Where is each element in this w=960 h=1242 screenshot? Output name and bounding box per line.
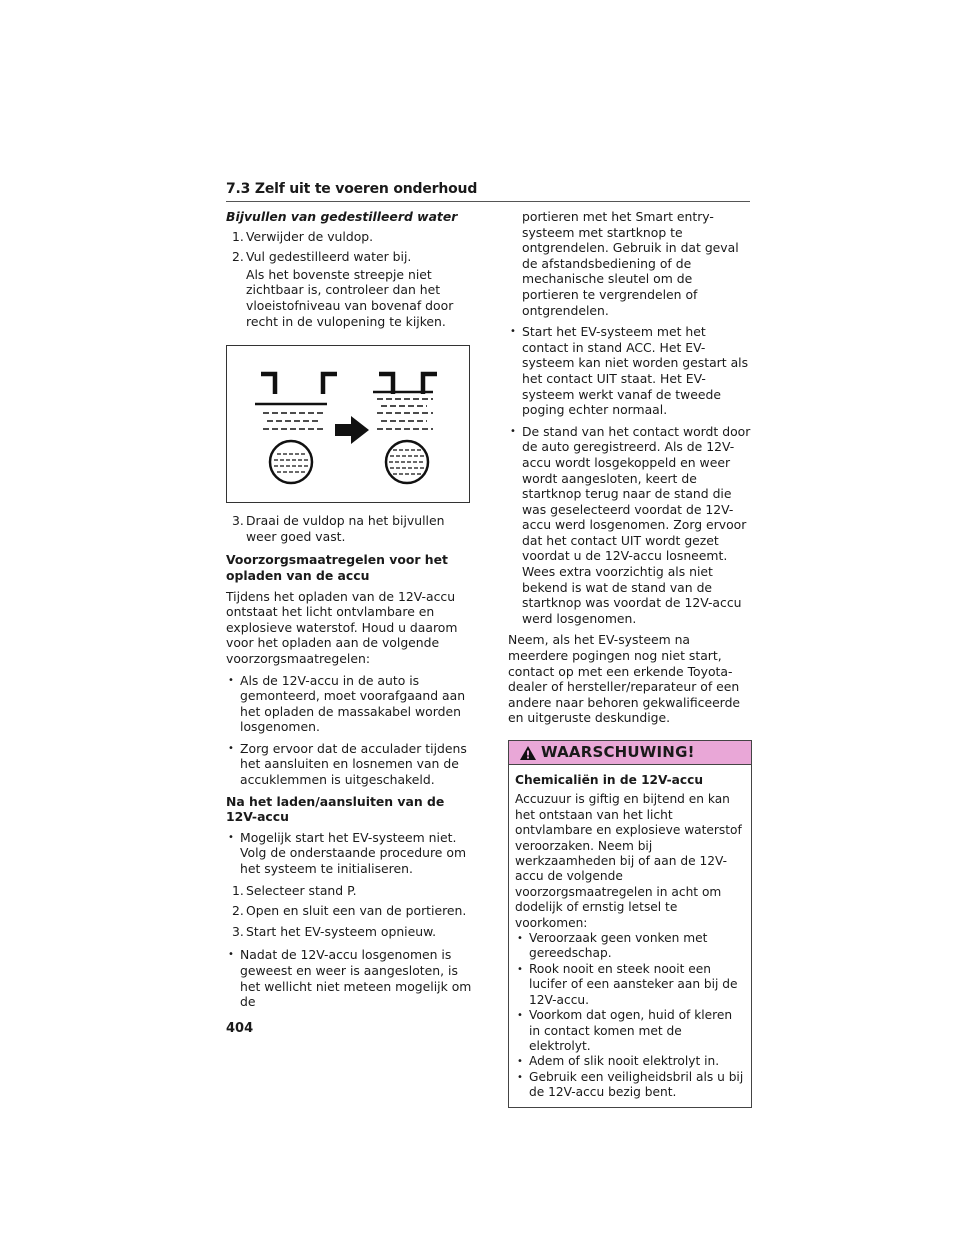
list-item: • Nadat de 12V-accu losgenomen is geweest en weer is aangesloten, is het wellicht niet meteen mogelijk om de bbox=[226, 947, 476, 1009]
step-item: 2. Open en sluit een van de portieren. bbox=[232, 903, 467, 919]
low-level-indicator-icon bbox=[270, 441, 312, 483]
warning-triangle-icon bbox=[519, 745, 537, 761]
list-item: • Voorkom dat ogen, huid of kleren in contact komen met de elektrolyt. bbox=[515, 1008, 745, 1054]
section-header bbox=[226, 178, 750, 202]
step-item: 3. Draai de vuldop na het bijvullen weer goed vast. bbox=[232, 513, 445, 544]
before-state bbox=[255, 374, 337, 483]
list-item: • De stand van het contact wordt door de auto geregistreerd. Als de 12V-accu wordt losgekoppeld en weer wordt aangesloten, keert de startknop terug naar de stand die was geselecteerd voordat de 12V-accu werd losgenomen. Zorg ervoor dat het contact UIT wordt gezet voordat u de 12V-accu losneemt. Wees extra voorzichtig als niet bekend is wat de stand van de startknop was voordat de 12V-accu werd losgenomen. bbox=[508, 424, 752, 627]
distilled-water-heading: Bijvullen van gedestilleerd water bbox=[226, 209, 458, 224]
step-item: 2. Vul gedestilleerd water bij. bbox=[232, 249, 412, 265]
list-item: • Adem of slik nooit elektrolyt in. bbox=[515, 1054, 745, 1069]
precaution-heading: Voorzorgsmaatregelen voor het opladen van de accu bbox=[226, 552, 448, 583]
page-number: 404 bbox=[226, 1021, 254, 1036]
warning-text: Accuzuur is giftig en bijtend en kan het ontstaan van het licht ontvlambare en explosieve waterstof veroorzaken. Neem bij werkzaamheden bij of aan de 12V-accu de volgende voorzorgsmaatregelen in acht om dodelijk of ernstig letsel te voorkomen: bbox=[515, 792, 742, 930]
warning-box bbox=[508, 740, 752, 1108]
continuation-text: portieren met het Smart entry-systeem met startknop te ontgrendelen. Gebruik in dat geval de afstandsbediening of de mechanische sleutel om de portieren te vergrendelen of ontgrendelen. bbox=[522, 209, 739, 318]
step-item: 3. Start het EV-systeem opnieuw. bbox=[232, 923, 437, 939]
list-item: • Gebruik een veiligheidsbril als u bij de 12V-accu bezig bent. bbox=[515, 1070, 745, 1101]
after-state bbox=[373, 374, 437, 483]
right-column bbox=[508, 209, 752, 1108]
list-item: • Rook nooit en steek nooit een lucifer of een aansteker aan bij de 12V-accu. bbox=[515, 962, 745, 1008]
list-item: • Start het EV-systeem met het contact in stand ACC. Het EV-systeem kan niet worden gestart als het contact UIT staat. Het EV-systeem werkt vanaf de tweede poging echter normaal. bbox=[508, 324, 752, 418]
warning-header bbox=[509, 741, 751, 765]
contact-paragraph: Neem, als het EV-systeem na meerdere pogingen nog niet start, contact op met een erkende Toyota-dealer of hersteller/reparateur of een andere naar behoren gekwalificeerde en uitgeruste deskundige. bbox=[508, 632, 741, 726]
list-item: • Zorg ervoor dat de acculader tijdens het aansluiten en losnemen van de accuklemmen is uitgeschakeld. bbox=[226, 741, 476, 788]
step-item: 1. Selecteer stand P. bbox=[232, 882, 357, 898]
list-item: • Mogelijk start het EV-systeem niet. Volg de onderstaande procedure om het systeem te initialiseren. bbox=[226, 830, 476, 877]
fill-level-illustration bbox=[226, 345, 470, 503]
precaution-intro: Tijdens het opladen van de 12V-accu ontstaat het licht ontvlambare en explosieve waterstof. Houd u daarom voor het opladen aan de volgende voorzorgsmaatregelen: bbox=[226, 588, 458, 666]
list-item: • Als de 12V-accu in de auto is gemonteerd, moet voorafgaand aan het opladen de massakabel worden losgenomen. bbox=[226, 673, 476, 735]
step-item: 1. Verwijder de vuldop. bbox=[232, 228, 374, 244]
warning-heading: Chemicaliën in de 12V-accu bbox=[515, 773, 703, 787]
after-charging-heading: Na het laden/aansluiten van de 12V-accu bbox=[226, 793, 445, 825]
arrow-right-icon bbox=[335, 416, 369, 444]
left-column bbox=[226, 209, 476, 1016]
list-item: • Veroorzaak geen vonken met gereedschap. bbox=[515, 931, 745, 962]
warning-body bbox=[509, 765, 751, 1107]
step-note: Als het bovenste streepje niet zichtbaar is, controleer dan het vloeistofniveau van bovenaf door recht in de vulopening te kijken. bbox=[246, 266, 454, 329]
warning-title: WAARSCHUWING! bbox=[541, 742, 695, 761]
section-title: 7.3 Zelf uit te voeren onderhoud bbox=[226, 181, 478, 197]
fill-level-diagram bbox=[227, 346, 469, 502]
